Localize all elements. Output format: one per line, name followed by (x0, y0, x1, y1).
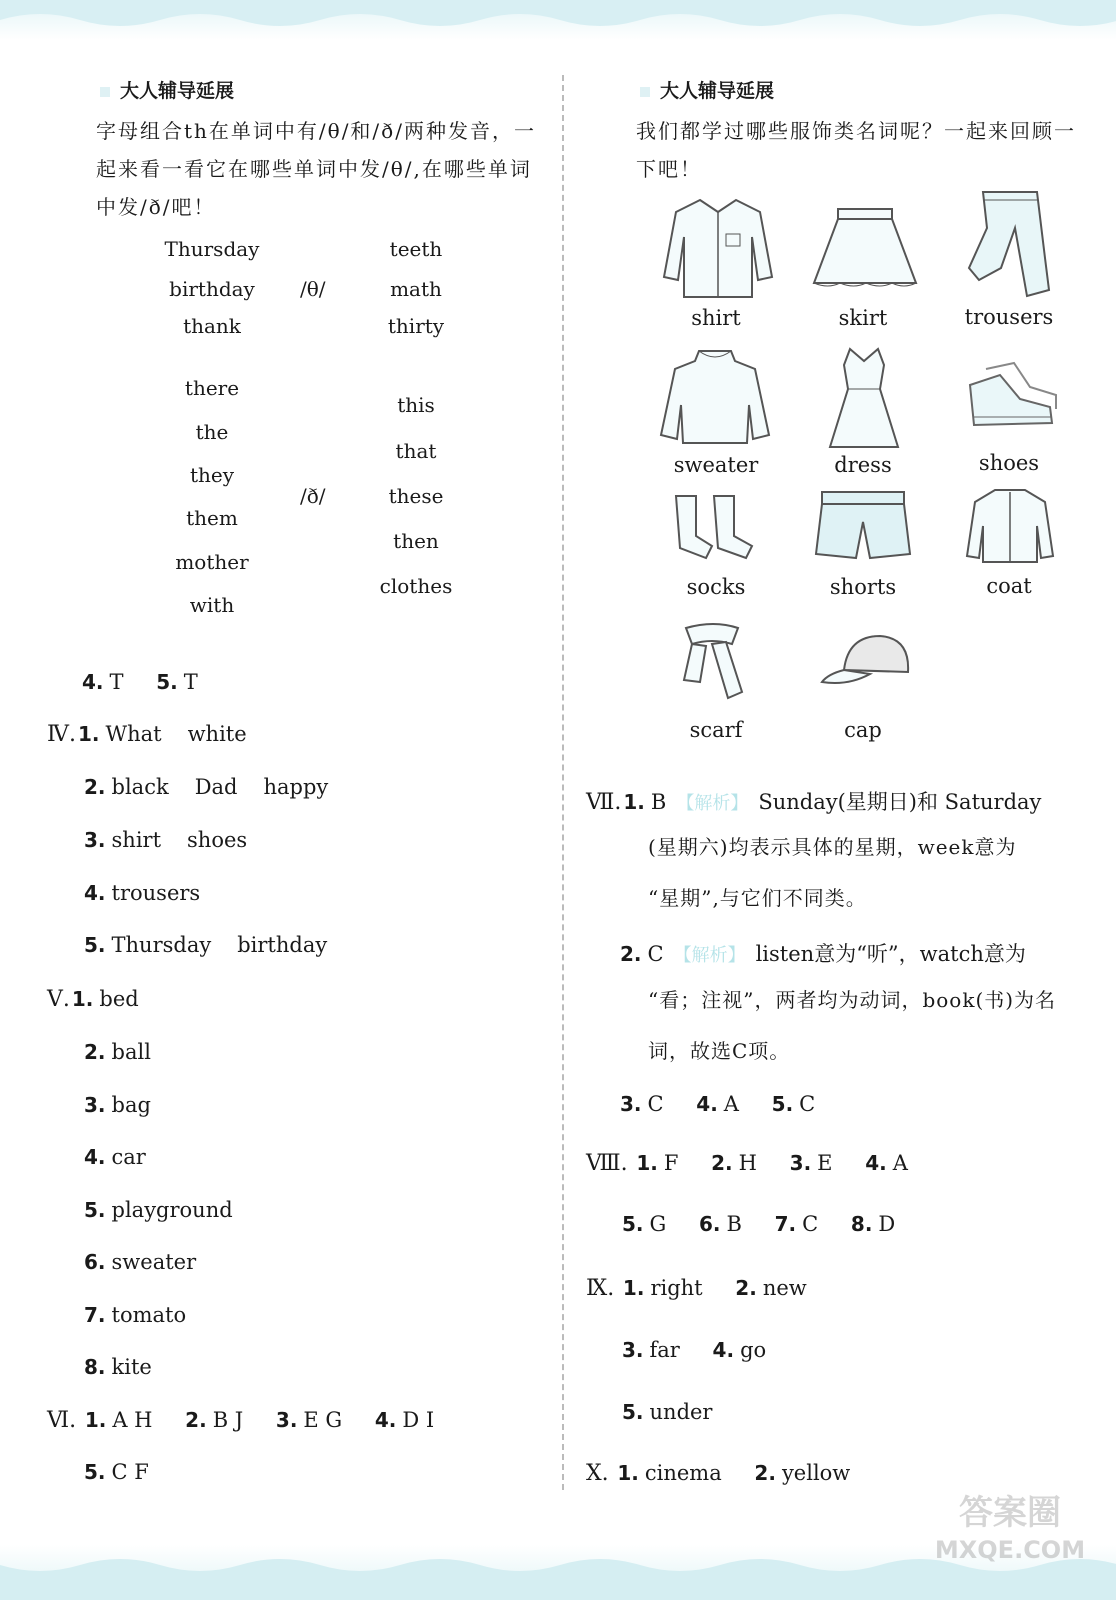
word: that (395, 439, 437, 463)
clothes-label: shirt (691, 306, 741, 330)
word: mother (175, 550, 249, 574)
left-heading: 大人辅导延展 (100, 76, 234, 103)
word: math (390, 277, 442, 301)
coat-picture (965, 486, 1055, 566)
section-6-line-1: Ⅵ. 1. A H 2. B J 3. E G 4. D I (47, 1408, 435, 1433)
clothes-label: coat (986, 574, 1032, 598)
clothes-label: sweater (673, 453, 759, 477)
shoes-picture (960, 355, 1060, 435)
clothes-label: cap (844, 718, 882, 742)
word: Thursday (164, 237, 260, 261)
trousers-picture (965, 188, 1055, 300)
clothes-label: skirt (838, 306, 888, 330)
answer-line: 3. far 4. go (622, 1338, 767, 1362)
answer-line: 3. bag (84, 1093, 151, 1117)
answer-line: 5. Thursday birthday (84, 933, 328, 957)
socks-picture (668, 492, 764, 562)
answer-line: 5. under (622, 1400, 713, 1424)
word: teeth (389, 237, 443, 261)
section-7-q2: 2. C 【解析】 listen意为“听”，watch意为 (620, 942, 1026, 966)
section-10-line-1: Ⅹ. 1. cinema 2. yellow (586, 1461, 851, 1486)
top-wave-band (0, 0, 1116, 40)
word: there (184, 376, 240, 400)
answer-line: 4. trousers (84, 881, 201, 905)
word: they (189, 463, 235, 487)
svg-text:MXQE.COM: MXQE.COM (934, 1536, 1086, 1564)
answer-line: 7. tomato (84, 1303, 187, 1327)
word: clothes (379, 574, 453, 598)
clothes-label: dress (834, 453, 892, 477)
section-8-line-1: Ⅷ. 1. F 2. H 3. E 4. A (586, 1151, 908, 1176)
answer-line: 3. C 4. A 5. C (620, 1092, 816, 1116)
clothes-label: shoes (978, 451, 1040, 475)
answer-line: 4. car (84, 1145, 146, 1169)
answer-line: 2. ball (84, 1040, 151, 1064)
word: thirty (387, 314, 445, 338)
word: then (393, 529, 439, 553)
explanation-line: (星期六)均表示具体的星期，week意为 (648, 835, 1017, 859)
section-9-line-1: Ⅸ. 1. right 2. new (586, 1276, 807, 1301)
section-7-q1: Ⅶ. 1. B 【解析】 Sunday(星期日)和 Saturday (586, 790, 1042, 815)
word: birthday (169, 277, 255, 301)
left-intro: 字母组合th在单词中有/θ/和/ð/两种发音，一起来看一看它在哪些单词中发/θ/,在哪些单词中发/ð/吧！ (96, 119, 536, 219)
sweater-picture (655, 345, 775, 450)
answer-line: 5. playground (84, 1198, 233, 1222)
answer-line: 6. sweater (84, 1250, 197, 1274)
explanation-line: 词，故选C项。 (648, 1039, 791, 1063)
answer-line: 3. shirt shoes (84, 828, 248, 852)
word: the (195, 420, 229, 444)
word: them (186, 506, 238, 530)
section-4-line-1: Ⅳ. 1. What white (47, 722, 247, 747)
phoneme-theta: /θ/ (300, 277, 326, 301)
word: with (189, 593, 235, 617)
answer-line: 2. black Dad happy (84, 775, 329, 799)
clothes-label: scarf (689, 718, 743, 742)
answer-line: 4. T 5. T (82, 670, 198, 694)
scarf-picture (676, 620, 752, 706)
right-intro: 我们都学过哪些服饰类名词呢？一起来回顾一下吧！ (636, 119, 1076, 181)
right-heading: 大人辅导延展 (640, 76, 774, 103)
cap-picture (818, 630, 914, 690)
answer-line: 8. kite (84, 1355, 152, 1379)
section-5-line-1: Ⅴ. 1. bed (47, 987, 139, 1012)
explanation-line: “星期”,与它们不同类。 (648, 886, 867, 910)
word: thank (183, 314, 241, 338)
word: these (388, 484, 444, 508)
answer-line: 5. G 6. B 7. C 8. D (622, 1212, 896, 1236)
shirt-picture (660, 192, 776, 302)
clothes-label: shorts (829, 575, 897, 599)
watermark-logo (918, 1486, 1103, 1566)
word: this (397, 393, 435, 417)
clothes-label: socks (686, 575, 746, 599)
answer-line: 5. C F (84, 1460, 149, 1484)
skirt-picture (810, 205, 920, 290)
explanation-line: “看；注视”，两者均为动词，book(书)为名 (648, 988, 1057, 1012)
svg-text:答案圈: 答案圈 (959, 1493, 1061, 1533)
phoneme-eth: /ð/ (300, 484, 326, 508)
shorts-picture (812, 488, 914, 562)
column-divider (562, 75, 564, 1490)
dress-picture (826, 345, 902, 453)
clothes-label: trousers (964, 305, 1054, 329)
